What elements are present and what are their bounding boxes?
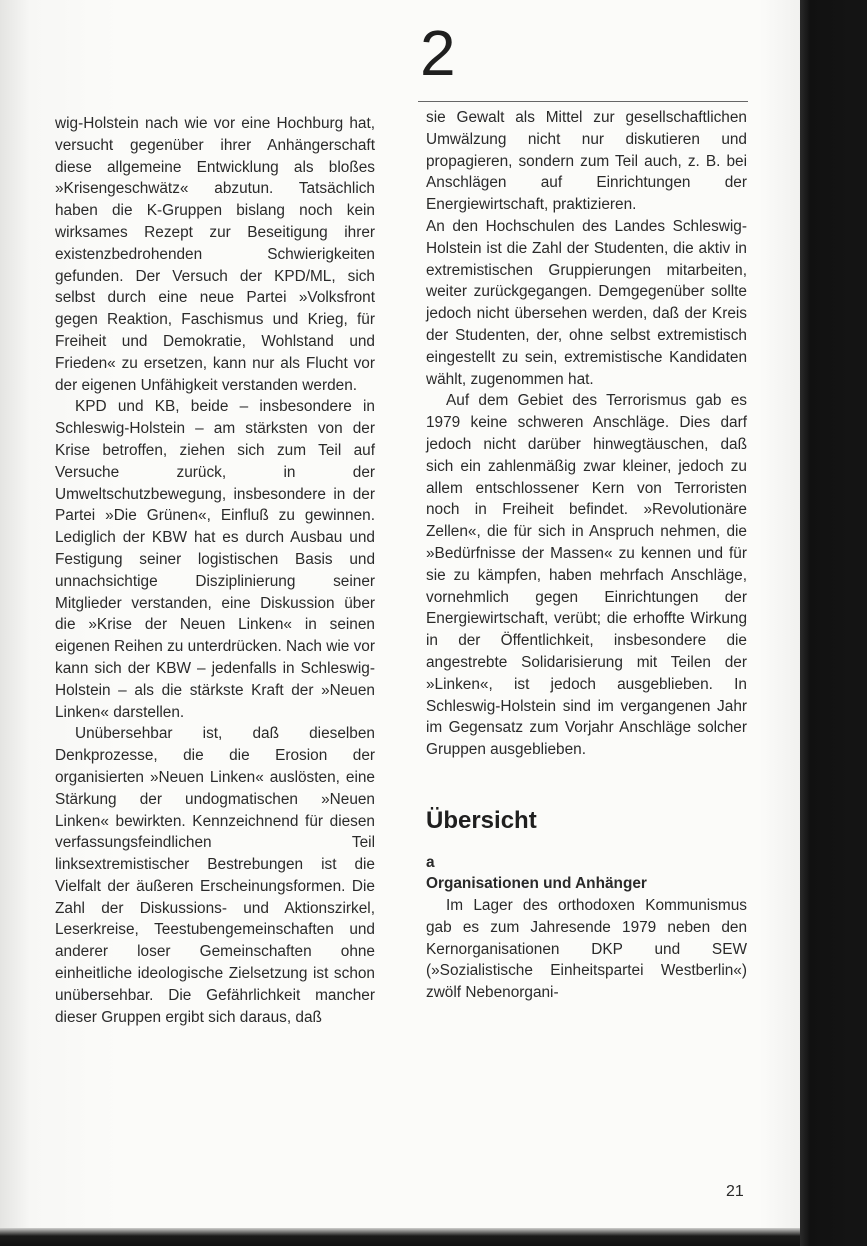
subsection-heading: Organisationen und Anhänger [426,874,647,892]
header-rule [418,101,748,102]
chapter-number: 2 [420,17,456,89]
paragraph: An den Hochschulen des Landes Schleswig-Holstein ist die Zahl der Studenten, die aktiv in extremistischen Gruppierungen mitarbeiten, weiter zurückgegangen. Demgegenüber sollte jedoch nicht übersehen werden, daß der Kreis der Studenten, der, ohne selbst extremistisch eingestellt zu sein, extremistische Kandidaten wählt, zugenommen hat. [426,217,747,388]
right-column [426,107,747,1004]
scan-edge-bottom [0,1228,800,1246]
paragraph: Unübersehbar ist, daß dieselben Denkprozesse, die die Erosion der organisierten »Neuen Linken« auslösten, eine Stärkung der undogmatischen »Neuen Linken« bewirkten. Kennzeichnend für diesen verfassungsfeindlichen Teil linksextremistischer Bestrebungen ist die Vielfalt der äußeren Erscheinungsformen. Die Zahl der Diskussions- und Aktionszirkel, Leserkreise, Teestubengemeinschaften und anderer loser Gemeinschaften ohne einheitliche ideologische Zielsetzung ist schon unübersehbar. Die Gefährlichkeit mancher dieser Gruppen ergibt sich daraus, daß [55,725,375,1026]
paragraph: KPD und KB, beide – insbesondere in Schleswig-Holstein – am stärksten von der Krise betroffen, ziehen sich zum Teil auf Versuche zurück, in der Umweltschutzbewegung, insbesondere in der Partei »Die Grünen«, Einfluß zu gewinnen. Lediglich der KBW hat es durch Ausbau und Festigung seiner logistischen Basis und unnachsichtige Disziplinierung seiner Mitglieder verstanden, eine Diskussion über die »Krise der Neuen Linken« in seinen eigenen Reihen zu unterdrücken. Nach wie vor kann sich der KBW – jedenfalls in Schleswig-Holstein – als die stärkste Kraft der »Neuen Linken« darstellen. [55,398,375,721]
page-number: 21 [726,1183,744,1200]
scan-edge-right [800,0,867,1246]
paragraph: wig-Holstein nach wie vor eine Hochburg hat, versucht gegenüber ihrer Anhängerschaft diese allgemeine Entwicklung als bloßes »Krisengeschwätz« abzutun. Tatsächlich haben die K-Gruppen bislang noch kein wirksames Rezept zur Beseitigung ihrer existenzbedrohenden Schwierigkeiten gefunden. Der Versuch der KPD/ML, sich selbst durch eine neue Partei »Volksfront gegen Reaktion, Faschismus und Krieg, für Freiheit und Demokratie, Wohlstand und Frieden« zu ersetzen, kann nur als Flucht vor der eigenen Unfähigkeit verstanden werden. [55,115,375,394]
subsection-letter: a [426,853,435,871]
paragraph: Auf dem Gebiet des Terrorismus gab es 1979 keine schweren Anschläge. Dies darf jedoch nicht darüber hinwegtäuschen, daß sich ein zahlenmäßig zwar kleiner, jedoch zu allem entschlossener Kern von Terroristen noch in Freiheit befindet. »Revolutionäre Zellen«, die für sich in Anspruch nehmen, die »Bedürfnisse der Massen« zu kennen und für sie zu kämpfen, haben mehrfach Anschläge, vornehmlich gegen Einrichtungen der Energiewirtschaft, verübt; die erhoffte Wirkung in der Öffentlichkeit, insbesondere die angestrebte Solidarisierung mit Teilen der »Linken«, ist jedoch ausgeblieben. In Schleswig-Holstein sind im vergangenen Jahr im Gegensatz zum Vorjahr Anschläge solcher Gruppen ausgeblieben. [426,392,747,759]
paragraph: Im Lager des orthodoxen Kommunismus gab es zum Jahresende 1979 neben den Kernorganisationen DKP und SEW (»Sozialistische Einheitspartei Westberlin«) zwölf Nebenorgani- [426,896,747,1002]
paragraph: sie Gewalt als Mittel zur gesellschaftlichen Umwälzung nicht nur diskutieren und propagieren, sondern zum Teil auch, z. B. bei Anschlägen auf Einrichtungen der Energiewirtschaft, praktizieren. [426,109,747,214]
left-column [55,113,375,1028]
section-heading: Übersicht [426,806,537,834]
